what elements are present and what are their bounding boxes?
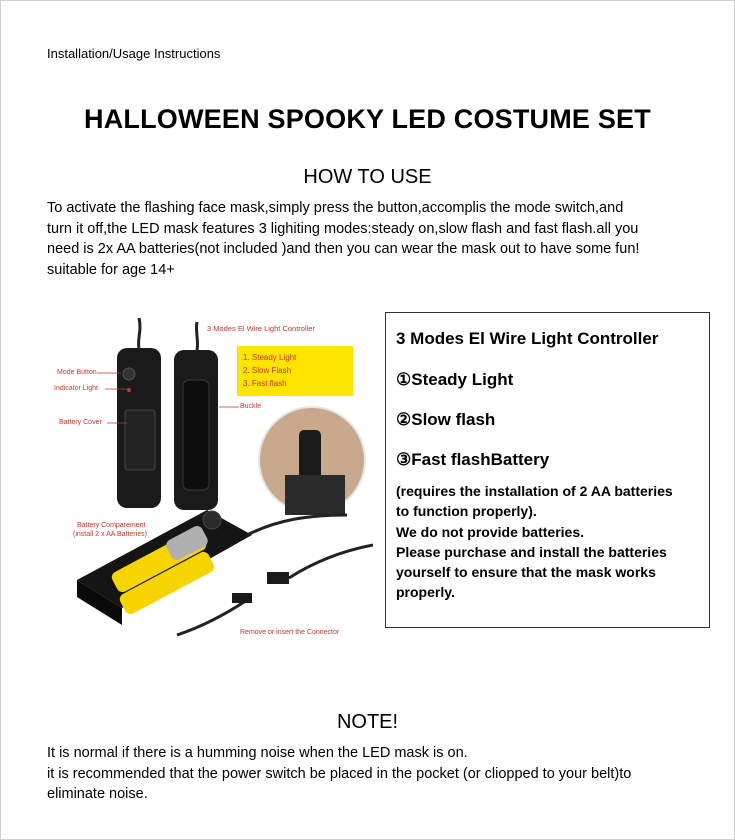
mode-item: 1. Steady Light [243,353,297,362]
how-to-use-line: turn it off,the LED mask features 3 lighiting modes:steady on,slow flash and fast flash.all you [47,220,639,237]
battery-notice-line: to function properly). [396,503,537,520]
battery-notice-line: yourself to ensure that the mask works [396,564,656,581]
page-title: HALLOWEEN SPOOKY LED COSTUME SET [84,104,651,134]
battery-notice-line: We do not provide batteries. [396,523,584,540]
battery-compartment-label: Battery Comparement [77,522,146,529]
note-line: eliminate noise. [47,786,148,802]
battery-notice-line: (requires the installation of 2 AA batteries [396,483,673,499]
connector-label: Remove or insert the Connector [240,629,340,636]
how-to-use-line: suitable for age 14+ [47,261,175,278]
battery-cover-label: Battery Cover [59,419,102,426]
buckle-label: Buckle [240,403,262,410]
mode-button-label: Mode Button [57,369,97,376]
controller-info-box [385,312,710,628]
battery-notice-line: Please purchase and install the batteries [396,543,667,560]
note-line: It is normal if there is a humming noise when the LED mask is on. [47,745,468,761]
modes-callout [237,346,353,396]
how-to-use-line: To activate the flashing face mask,simply press the button,accomplis the mode switch,and [47,200,624,216]
battery-notice-line: properly. [396,584,455,601]
figure-title-label: 3 Modes El Wire Light Controller [207,324,315,333]
indicator-light-label: Indicator Light [54,385,98,392]
battery-notice [396,481,702,603]
mode-item: 2. Slow Flash [243,366,292,375]
mode-fast-flash: ③Fast flashBattery [396,450,550,469]
how-to-use-heading: HOW TO USE [303,166,432,188]
controller-figure [47,310,373,640]
how-to-use-line: need is 2x AA batteries(not included )and then you can wear the mask out to have some fun! [47,241,640,257]
note-line: it is recommended that the power switch be placed in the pocket (or cliopped to your belt)to [47,765,632,782]
mode-item: 3. Fast flash [243,379,287,388]
info-box-title: 3 Modes El Wire Light Controller [396,329,659,348]
mode-slow-flash: ②Slow flash [396,410,496,429]
note-paragraph [47,743,707,805]
how-to-use-paragraph [47,198,687,280]
mode-steady-light: ①Steady Light [396,370,514,389]
header-label: Installation/Usage Instructions [47,46,221,61]
battery-compartment-note: (install 2 x AA Batteries) [73,531,147,538]
note-heading: NOTE! [336,711,399,733]
